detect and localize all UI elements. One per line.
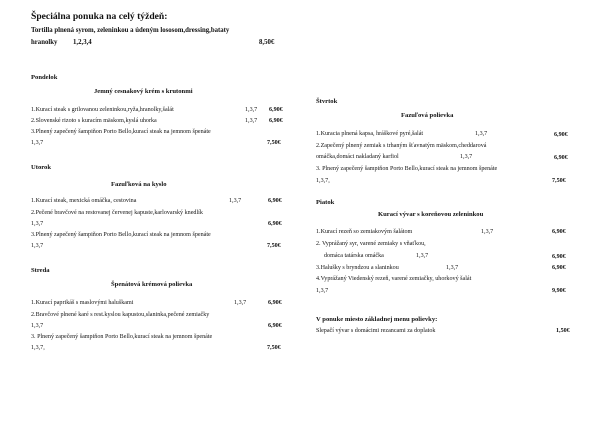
allergens-monday-1: 1,3,7 [245,107,258,113]
special-offer-line2: hranolky [31,39,58,46]
special-offer-line1: Tortilla plnená syrom, zeleninkou a údeným lososom,dressing,bataty [31,27,230,34]
soup-monday: Jemný cesnakový krém s krutonmi [94,88,193,95]
menu-item-friday-3: 3.Halušky s bryndzou a slaninkou [316,265,399,271]
menu-item-monday-3: 3.Plnený zapečený šampiňon Porto Bello,kurací steak na jemnom špenáte [31,129,211,135]
menu-item-friday-2: 2. Vyprážaný syr, varené zemiaky s vňaťkou, [316,241,426,247]
allergens-friday-4: 1,3,7 [316,288,329,294]
price-friday-3: 6,90€ [552,265,566,271]
allergens-thursday-3: 1,3,7, [316,178,330,184]
menu-item-thursday-2: 2.Zapečený plnený zemiak s trhaným šťavnatým mäskom,cheddarová [316,143,487,149]
day-heading-monday: Pondelok [31,74,58,81]
price-friday-2: 6,90€ [552,254,566,260]
menu-item-friday-2-cont: domáca tatárska omáčka [324,253,384,259]
day-heading-friday: Piatok [316,199,335,206]
price-friday-4: 9,90€ [552,288,566,294]
menu-item-friday-4: 4.Vyprážaný Viedenský rezeň, varené zemiačky, uhorkový šalát [316,276,472,282]
day-heading-wednesday: Streda [31,267,50,274]
soup-wednesday: Špenátová krémová polievka [111,281,193,288]
menu-item-thursday-2-cont: omáčka,domáci nakladaný karfiol [316,154,399,160]
day-heading-thursday: Štvrtok [316,98,338,105]
price-thursday-1: 6,90€ [554,132,568,138]
soup-friday: Kurací vývar s koreňovou zeleninkou [378,211,484,218]
allergens-tuesday-1: 1,3,7 [229,198,242,204]
price-thursday-3: 7,50€ [552,178,566,184]
allergens-monday-3: 1,3,7 [31,140,44,146]
menu-item-wednesday-1: 1.Kurací paprikáš s maslovými haluškami [31,300,134,306]
price-thursday-2: 6,90€ [554,155,568,161]
allergens-thursday-2: 1,3,7 [460,154,473,160]
price-monday-2: 6,90€ [269,118,283,124]
extra-offer-price: 1,50€ [556,328,570,334]
price-wednesday-3: 7,50€ [267,345,281,351]
day-heading-tuesday: Utorok [31,164,52,171]
soup-thursday: Fazuľová polievka [401,112,454,119]
extra-offer-item: Slepačí vývar s domácimi rezancami za doplatok [316,328,436,334]
menu-item-monday-2: 2.Slovenské rizoto s kuracím mäskom,kyslá uhorka [31,118,157,124]
price-monday-1: 6,90€ [269,107,283,113]
allergens-monday-2: 1,3,7 [245,118,258,124]
soup-tuesday: Fazuľková na kyslo [111,181,167,188]
allergens-friday-1: 1,3,7 [481,229,494,235]
price-friday-1: 6,90€ [552,229,566,235]
menu-item-tuesday-3: 3.Plnený zapečený šampiňon Porto Bello,kurací steak na jemnom špenáte [31,232,211,238]
allergens-wednesday-2: 1,3,7 [31,323,44,329]
allergens-tuesday-3: 1,3,7 [31,243,44,249]
allergens-tuesday-2: 1,3,7 [31,221,44,227]
menu-item-wednesday-3: 3. Plnený zapečený šampiňon Porto Bello,kurací steak na jemnom špenáte [31,334,213,340]
price-tuesday-1: 6,90€ [268,198,282,204]
allergens-wednesday-1: 1,3,7 [234,300,247,306]
menu-item-tuesday-1: 1.Kurací steak, mexická omáčka, cestovina [31,198,137,204]
special-offer-price: 8,50€ [259,39,275,46]
menu-item-wednesday-2: 2.Bravčové plnené karé s rest.kyslou kapustou,slaninka,pečené zemiačky [31,312,210,318]
menu-item-thursday-3: 3. Plnený zapečený šampiňon Porto Bello,kurací steak na jemnom špenáte [316,166,498,172]
price-tuesday-3: 7,50€ [267,243,281,249]
allergens-thursday-1: 1,3,7 [475,131,488,137]
price-monday-3: 7,50€ [267,140,281,146]
menu-item-thursday-1: 1.Kuracia plnená kapsa, hráškové pyré,šalát [316,131,424,137]
special-offer-allergens: 1,2,3,4 [73,39,92,46]
price-wednesday-2: 6,90€ [268,323,282,329]
special-offer-title: Špeciálna ponuka na celý týždeň: [31,11,168,22]
extra-offer-title: V ponuke miesto základnej menu polievky: [316,316,438,323]
menu-item-tuesday-2: 2.Pečené bravčové na restovanej červenej kapuste,karlovarský knedlík [31,210,203,216]
price-wednesday-1: 6,90€ [268,300,282,306]
menu-item-monday-1: 1.Kurací steak s grilovanou zeleninkou,ryža,hranolky,šalát [31,107,174,113]
allergens-wednesday-3: 1,3,7, [31,345,45,351]
allergens-friday-2: 1,3,7 [416,253,429,259]
price-tuesday-2: 6,90€ [268,221,282,227]
allergens-friday-3: 1,3,7 [446,265,459,271]
menu-item-friday-1: 1.Kurací rezeň so zemiakovým šalátom [316,229,413,235]
